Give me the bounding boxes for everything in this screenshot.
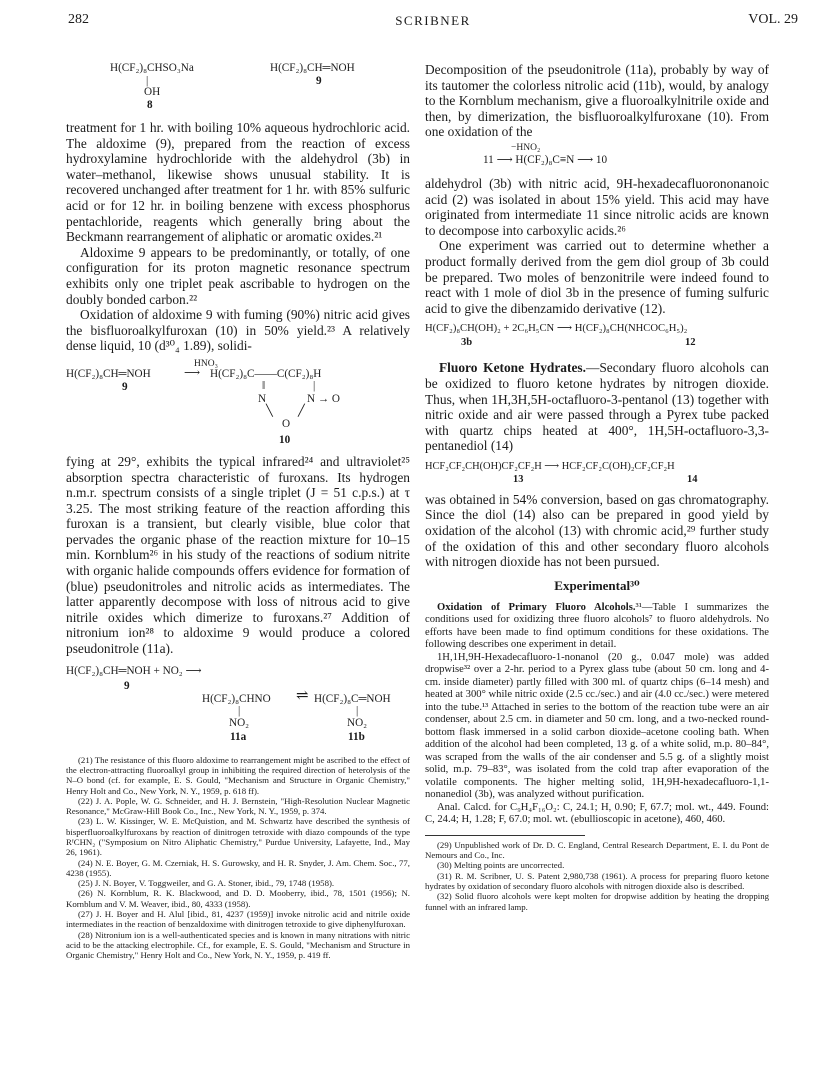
experimental-paragraph-1: Oxidation of Primary Fluoro Alcohols.³¹—Table I summarizes the conditions used for oxidizing three fluoro alcohols⁷ to fluoro aldehydrols. No efforts have been made to find optimum conditions for these oxidations. The following describes one experiment in detail. <box>425 601 769 651</box>
nitrolic-acid-formula: H(CF₂)₈C═NOH <box>314 692 391 705</box>
experimental-analysis: Anal. Calcd. for C₉H₄F₁₆O₂: C, 24.1; H, 0.90; F, 67.7; mol. wt., 449. Found: C, 24.4; H, 1.28; F, 67.0; mol. wt. (ebullioscopic in acetone), 460, 460. <box>425 801 769 826</box>
right-footnotes <box>425 840 769 912</box>
experimental-heading: Experimental³⁰ <box>554 577 640 593</box>
right-paragraph-5: was obtained in 54% conversion, based on gas chromatography. Since the diol (14) also can be prepared in good yield by oxidation of the alcohol (13) with chromic acid,²⁹ further study of the oxidation of this and other secondary fluoro alcohols with nitrogen dioxide has not been pursued. <box>425 491 769 570</box>
label-9: 9 <box>122 380 128 393</box>
pseudonitrole-formula: H(CF₂)₈CHNO <box>202 692 271 705</box>
right-column <box>425 62 769 912</box>
left-paragraph-3: Oxidation of aldoxime 9 with fuming (90%) nitric acid gives the bisfluoroalkylfuroxan (10) in 50% yield.²³ A relatively dense liquid, 10 (d³⁰₄ 1.89), solidi- <box>66 307 410 354</box>
dibenzamido-equation: H(CF₂)₈CH(OH)₂ + 2C₆H₅CN ⟶ H(CF₂)₈CH(NHCOC₆H₅)₂ <box>425 323 688 335</box>
page-number: 282 <box>68 12 89 27</box>
footnote: (27) J. H. Boyer and H. Alul [ibid., 81, 4237 (1959)] invoke nitrolic acid and nitrile oxide intermediates in the reaction of benzaldoxime with dinitrogen tetroxide to give diphenylfuroxan. <box>66 909 410 930</box>
left-paragraph-2: Aldoxime 9 appears to be predominantly, or totally, of one configuration for its proton magnetic resonance spectrum exhibits only one triplet peak ascribable to hydrogen on the doubly bonded carbon.²² <box>66 244 410 307</box>
footnote: (21) The resistance of this fluoro aldoxime to rearrangement might be ascribed to the effect of the electron-attracting fluoroalkyl group in inhibiting the required direction of heterolysis of the N–O bond (cf. for example, E. S. Gould, "Mechanism and Structure in Organic Chemistry," Henry Holt and Co., New York, N. Y., 1959, p. 618 ff). <box>66 754 410 796</box>
section-head-oxidation: Oxidation of Primary Fluoro Alcohols. <box>437 601 636 613</box>
running-title: SCRIBNER <box>395 13 471 28</box>
reaction-nitrile-oxide <box>425 142 769 176</box>
label-12: 12 <box>685 337 696 349</box>
structures-8-9: H(CF₂)₈CHSO₃Na | OH 8 H(CF₂)₈CH═NOH 9 <box>110 62 355 111</box>
page-header <box>68 12 798 32</box>
right-paragraph-2: aldehydrol (3b) with nitric acid, 9H-hexadecafluorononanoic acid (2) was isolated in about 15% yield. This acid may have originated from intermediate 11 since nitrolic acids are known to decompose into carboxylic acids.²⁶ <box>425 175 769 238</box>
arrow-label-hno3: HNO₃ <box>194 358 218 369</box>
label-14: 14 <box>687 473 698 485</box>
arrow-label-hno2: −HNO₂ <box>511 142 541 153</box>
product-furoxan: H(CF₂)₈C——C(CF₂)₈H <box>210 367 322 380</box>
reaction-line-1: H(CF₂)₈CH═NOH + NO₂ ⟶ <box>66 664 202 677</box>
footnote: (29) Unpublished work of Dr. D. C. England, Central Research Department, E. I. du Pont de Nemours and Co., Inc. <box>425 839 769 861</box>
footnote: (32) Solid fluoro alcohols were kept molten for dropwise addition by heating the dropping funnel with an infrared lamp. <box>425 891 769 912</box>
left-column <box>66 62 410 961</box>
label-13: 13 <box>513 473 524 485</box>
reaction-furoxan: HNO₃ H(CF₂)₈CH═NOH ⟶ H(CF₂)₈C——C(CF₂)₈H 9 ‖ | N N → O ╲ ╱ O 10 <box>66 358 340 446</box>
compound-8-formula: H(CF₂)₈CHSO₃Na <box>110 62 194 74</box>
footnote: (24) N. E. Boyer, G. M. Czerniak, H. S. Gurowsky, and H. R. Snyder, J. Am. Chem. Soc., 77, 4238 (1955). <box>66 857 410 878</box>
left-footnotes <box>66 755 410 961</box>
no2-b: NO₂ <box>347 716 368 729</box>
ring-n-oxide: N → O <box>307 392 340 405</box>
left-paragraph-1: treatment for 1 hr. with boiling 10% aqueous hydrochloric acid. The aldoxime (9), prepared from the reaction of excess hydroxylamine hydrochloride with the aldehydrol (3b) in water–methanol, likewise shows unusual stability. It is recovered unchanged after treatment for 1 hr. with 85% sulfuric acid or for 12 hr. in boiling benzene with excess phosphorus pentachloride, reagents which generally bring about the Beckmann rearrangement of aliphatic or aromatic oxides.²¹ <box>66 120 410 245</box>
label-10: 10 <box>279 433 291 446</box>
equilibrium-arrow: ⇌ <box>296 687 309 704</box>
right-paragraph-4: Fluoro Ketone Hydrates.—Secondary fluoro alcohols can be oxidized to fluoro ketone hydrates by nitrogen dioxide. Thus, when 1H,3H,5H-octafluoro-3-pentanol (13) together with nitric oxide and air were passed through a Pyrex tube packed with quartz chips heated at 400°, 1H,5H-octafluoro-3,3-pentanediol (14) <box>425 360 769 454</box>
reaction-pseudonitrole: H(CF₂)₈CH═NOH + NO₂ ⟶ 9 H(CF₂)₈CHNO ⇌ H(CF₂)₈C═NOH | | NO₂ NO₂ 11a 11b <box>66 664 391 743</box>
right-paragraph-1: Decomposition of the pseudonitrole (11a), probably by way of its tautomer the colorless nitrolic acid (11b), would, by analogy to the Kornblum mechanism, give a fluoroalkylnitrile oxide and then, by dimerization, the bisfluoroalkylfuroxane (10). From one oxidation of the <box>425 62 769 140</box>
label-3b: 3b <box>461 337 473 349</box>
footnote-divider <box>425 835 585 836</box>
reaction-arrow: ⟶ <box>184 366 201 379</box>
compound-8-label: 8 <box>147 99 153 111</box>
footnote: (31) R. M. Scribner, U. S. Patent 2,980,738 (1961). A process for preparing fluoro ketone hydrates by oxidation of secondary fluoro alcohols with nitrogen dioxide also is described. <box>425 870 769 892</box>
left-paragraph-4: fying at 29°, exhibits the typical infrared²⁴ and ultraviolet²⁵ absorption spectra characteristic of furoxans. Its hydrogen n.m.r. spectrum consists of a single triplet (J = 51 c.p.s.) at τ 3.25. The most striking feature of the reaction affording this furoxan is a transient, but clearly visible, blue color that pervades the organic phase of the reaction mixture for 10–15 min. Kornblum²⁶ in his study of the reactions of sodium nitrite with organic halide compounds offers evidence for formation of (blue) pseudonitroles and nitrolic acids as intermediates. The latter apparently decompose with loss of nitrous acid to give nitrile oxides which dimerize to furoxans.²⁷ Addition of nitronium ion²⁸ to aldoxime 9 would produce a colored pseudonitrole (11a). <box>66 453 410 657</box>
compound-9-label: 9 <box>316 75 322 87</box>
volume-label: VOL. 29 <box>748 12 798 27</box>
footnote: (22) J. A. Pople, W. G. Schneider, and H. J. Bernstein, "High-Resolution Nuclear Magnetic Resonance," McGraw-Hill Book Co., Inc., New York, N. Y., 1959, p. 374. <box>66 795 410 817</box>
label-11a: 11a <box>230 730 247 743</box>
compound-9-formula: H(CF₂)₈CH═NOH <box>270 62 355 74</box>
label-11b: 11b <box>348 730 365 743</box>
ring-o: O <box>282 417 291 430</box>
footnote: (28) Nitronium ion is a well-authenticated species and is known in many nitrations with nitric acid to be the attacking electrophile. Cf., for example, E. S. Gould, "Mechanism and Structure in Organic Chemistry," Henry Holt and Co., New York, N. Y., 1959, p. 419 ff. <box>66 929 410 961</box>
ring-n: N <box>258 392 267 405</box>
label-9b: 9 <box>124 679 130 692</box>
footnote: (26) N. Kornblum, R. K. Blackwood, and D. D. Mooberry, ibid., 78, 1501 (1956); N. Kornblum and V. M. Weaver, ibid., 80, 4333 (1958). <box>66 888 410 909</box>
footnote: (25) J. N. Boyer, V. Toggweiler, and G. A. Stoner, ibid., 79, 1748 (1958). <box>78 878 335 889</box>
nitrile-oxide-reaction: 11 ⟶ H(CF₂)₈C≡N ⟶ 10 <box>483 153 608 166</box>
footnote: (23) L. W. Kissinger, W. E. McQuistion, and M. Schwartz have described the synthesis of bisperfluoroalkylfuroxans by reaction of dinitrogen tetroxide with diazo compounds of the type RᶠCHN₂ ("Symposium on Nitro Aliphatic Chemistry," Purdue University, Lafayette, Ind., May 26, 1961). <box>66 816 410 858</box>
no2-a: NO₂ <box>229 716 250 729</box>
footnote: (30) Melting points are uncorrected. <box>437 860 565 871</box>
right-paragraph-3: One experiment was carried out to determine whether a product formally derived from the gem diol group of 3b could be prepared. Two moles of benzonitrile were indeed found to react with 1 mole of diol 3b in the presence of fuming sulfuric acid to give the dibenzamido derivative (12). <box>425 238 769 316</box>
section-head-fluoro-ketone: Fluoro Ketone Hydrates. <box>439 360 586 376</box>
compound-8-oh: OH <box>144 86 161 98</box>
reaction-ketone-hydrate <box>425 460 769 492</box>
reaction-dibenzamido <box>425 322 769 356</box>
experimental-paragraph-2: 1H,1H,9H-Hexadecafluoro-1-nonanol (20 g., 0.047 mole) was added dropwise³² over a 2-hr. period to a Pyrex glass tube (about 50 cm. long and 4-cm. inside diameter) partly filled with 300 ml. of quartz chips (6–14 mesh) and heated at 300° while nitric oxide (2.5 cc./sec.) and air (4.0 cc./sec.) were metered into the tube.¹³ Attached in series to the bottom of the reaction tube were an air condenser, about 2.5 cm. in diameter and 50 cm. long, and a two-necked round-bottom flask immersed in a solid carbon dioxide–acetone cooling bath. When addition of the alcohol had been completed, 13 g. of a white solid, m.p. 80–84°, was scraped from the walls of the air condenser and 5.5 g. of a slightly moist solid, m.p. 79–83°, was isolated from the cold trap after evaporation of the volatile components. The higher melting solid, 1H,9H-hexadecafluoro-1,1-nonanediol (3b), was analyzed without purification. <box>425 651 769 801</box>
ketone-hydrate-equation: HCF₂CF₂CH(OH)CF₂CF₂H ⟶ HCF₂CF₂C(OH)₂CF₂CF₂H <box>425 460 675 472</box>
reactant-aldoxime: H(CF₂)₈CH═NOH <box>66 367 151 380</box>
